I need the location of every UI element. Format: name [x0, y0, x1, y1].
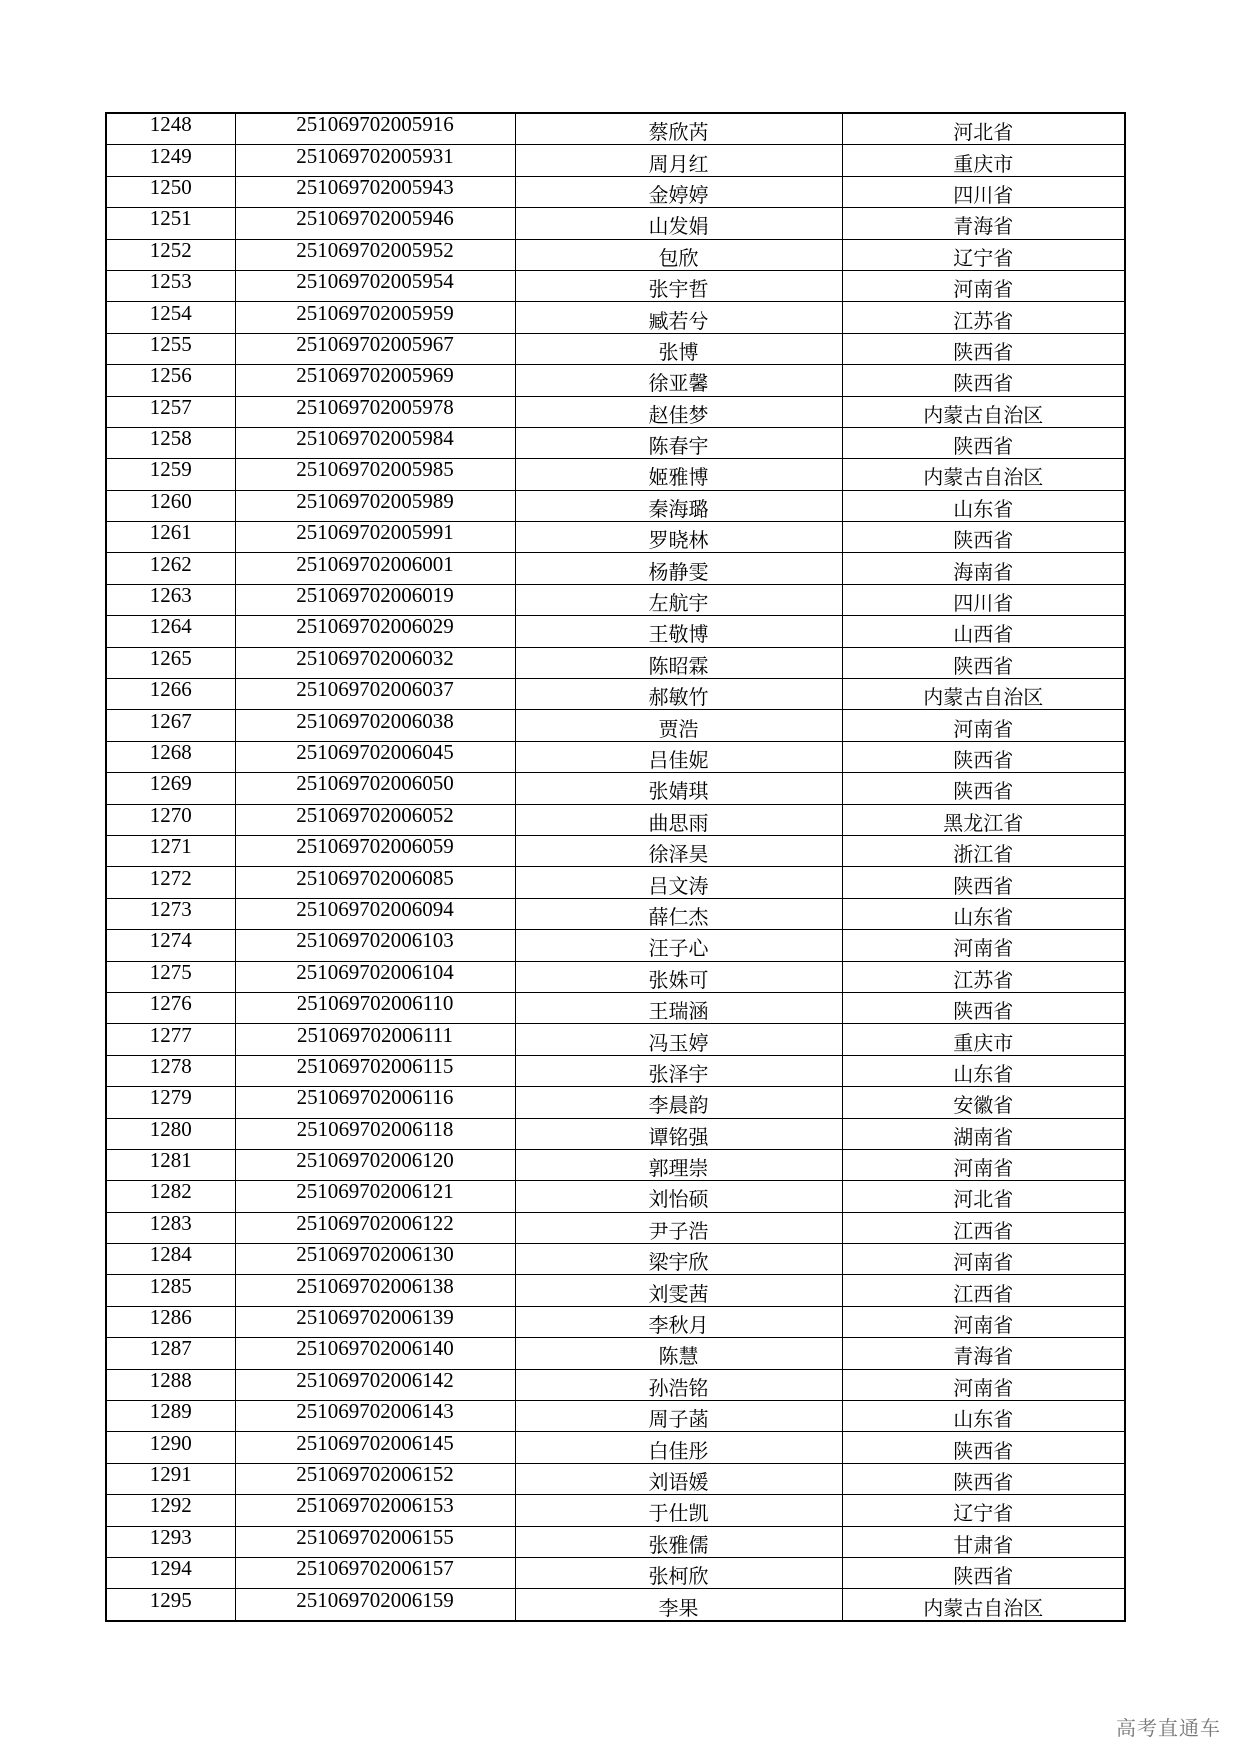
exam-id-cell: 251069702006111 [235, 1024, 515, 1055]
province-cell: 内蒙古自治区 [842, 1589, 1125, 1621]
province-cell: 江西省 [842, 1212, 1125, 1243]
row-index-cell: 1280 [106, 1118, 235, 1149]
student-name-cell: 白佳彤 [515, 1432, 842, 1463]
table-row [106, 490, 1125, 521]
watermark: 高考直通车 [1116, 1716, 1221, 1740]
exam-id-cell: 251069702006142 [235, 1369, 515, 1400]
exam-id-cell: 251069702005954 [235, 270, 515, 301]
province-cell: 海南省 [842, 553, 1125, 584]
province-cell: 河南省 [842, 270, 1125, 301]
student-name-cell: 梁宇欣 [515, 1244, 842, 1275]
table-row [106, 616, 1125, 647]
table-row [106, 302, 1125, 333]
row-index-cell: 1264 [106, 616, 235, 647]
exam-id-cell: 251069702005991 [235, 522, 515, 553]
row-index-cell: 1251 [106, 208, 235, 239]
student-name-cell: 李果 [515, 1589, 842, 1621]
exam-id-cell: 251069702006115 [235, 1055, 515, 1086]
table-row [106, 1432, 1125, 1463]
row-index-cell: 1262 [106, 553, 235, 584]
table-row [106, 1338, 1125, 1369]
table-row [106, 647, 1125, 678]
student-name-cell: 金婷婷 [515, 176, 842, 207]
table-row [106, 1463, 1125, 1494]
student-name-cell: 张宇哲 [515, 270, 842, 301]
student-name-cell: 山发娟 [515, 208, 842, 239]
table-row [106, 1244, 1125, 1275]
province-cell: 江西省 [842, 1275, 1125, 1306]
student-name-cell: 陈春宇 [515, 427, 842, 458]
province-cell: 陕西省 [842, 1432, 1125, 1463]
province-cell: 陕西省 [842, 427, 1125, 458]
student-name-cell: 贾浩 [515, 710, 842, 741]
row-index-cell: 1255 [106, 333, 235, 364]
exam-id-cell: 251069702006153 [235, 1495, 515, 1526]
province-cell: 黑龙江省 [842, 804, 1125, 835]
row-index-cell: 1256 [106, 365, 235, 396]
province-cell: 青海省 [842, 208, 1125, 239]
exam-id-cell: 251069702005952 [235, 239, 515, 270]
row-index-cell: 1250 [106, 176, 235, 207]
table-row [106, 584, 1125, 615]
row-index-cell: 1288 [106, 1369, 235, 1400]
exam-id-cell: 251069702005967 [235, 333, 515, 364]
table-row [106, 773, 1125, 804]
row-index-cell: 1291 [106, 1463, 235, 1494]
province-cell: 湖南省 [842, 1118, 1125, 1149]
exam-id-cell: 251069702006038 [235, 710, 515, 741]
row-index-cell: 1252 [106, 239, 235, 270]
student-name-cell: 张婧琪 [515, 773, 842, 804]
student-name-cell: 汪子心 [515, 930, 842, 961]
row-index-cell: 1271 [106, 835, 235, 866]
exam-id-cell: 251069702006155 [235, 1526, 515, 1557]
province-cell: 内蒙古自治区 [842, 679, 1125, 710]
table-row [106, 427, 1125, 458]
exam-id-cell: 251069702005969 [235, 365, 515, 396]
exam-id-cell: 251069702005984 [235, 427, 515, 458]
exam-id-cell: 251069702006116 [235, 1087, 515, 1118]
row-index-cell: 1248 [106, 113, 235, 145]
row-index-cell: 1279 [106, 1087, 235, 1118]
province-cell: 河南省 [842, 1149, 1125, 1180]
table-row [106, 1087, 1125, 1118]
province-cell: 甘肃省 [842, 1526, 1125, 1557]
province-cell: 江苏省 [842, 961, 1125, 992]
row-index-cell: 1285 [106, 1275, 235, 1306]
row-index-cell: 1278 [106, 1055, 235, 1086]
row-index-cell: 1254 [106, 302, 235, 333]
exam-id-cell: 251069702006032 [235, 647, 515, 678]
row-index-cell: 1270 [106, 804, 235, 835]
province-cell: 河南省 [842, 710, 1125, 741]
exam-id-cell: 251069702006140 [235, 1338, 515, 1369]
exam-id-cell: 251069702006001 [235, 553, 515, 584]
table-row [106, 1149, 1125, 1180]
table-row [106, 1055, 1125, 1086]
exam-id-cell: 251069702006052 [235, 804, 515, 835]
table-row [106, 1181, 1125, 1212]
exam-id-cell: 251069702006037 [235, 679, 515, 710]
table-row [106, 1212, 1125, 1243]
row-index-cell: 1263 [106, 584, 235, 615]
student-name-cell: 赵佳梦 [515, 396, 842, 427]
row-index-cell: 1274 [106, 930, 235, 961]
student-name-cell: 陈慧 [515, 1338, 842, 1369]
row-index-cell: 1275 [106, 961, 235, 992]
row-index-cell: 1277 [106, 1024, 235, 1055]
row-index-cell: 1266 [106, 679, 235, 710]
exam-id-cell: 251069702005985 [235, 459, 515, 490]
table-row [106, 930, 1125, 961]
roster-table [105, 112, 1126, 1622]
exam-id-cell: 251069702006121 [235, 1181, 515, 1212]
student-name-cell: 陈昭霖 [515, 647, 842, 678]
table-row [106, 239, 1125, 270]
table-row [106, 1526, 1125, 1557]
row-index-cell: 1268 [106, 741, 235, 772]
table-row [106, 396, 1125, 427]
student-name-cell: 刘语媛 [515, 1463, 842, 1494]
table-row [106, 459, 1125, 490]
student-name-cell: 左航宇 [515, 584, 842, 615]
province-cell: 内蒙古自治区 [842, 396, 1125, 427]
exam-id-cell: 251069702005943 [235, 176, 515, 207]
row-index-cell: 1276 [106, 992, 235, 1023]
province-cell: 陕西省 [842, 522, 1125, 553]
province-cell: 河南省 [842, 1369, 1125, 1400]
row-index-cell: 1257 [106, 396, 235, 427]
student-name-cell: 张泽宇 [515, 1055, 842, 1086]
exam-id-cell: 251069702006139 [235, 1306, 515, 1337]
row-index-cell: 1281 [106, 1149, 235, 1180]
province-cell: 河南省 [842, 930, 1125, 961]
province-cell: 江苏省 [842, 302, 1125, 333]
exam-id-cell: 251069702005989 [235, 490, 515, 521]
exam-id-cell: 251069702006094 [235, 898, 515, 929]
row-index-cell: 1272 [106, 867, 235, 898]
province-cell: 山东省 [842, 1055, 1125, 1086]
student-name-cell: 张博 [515, 333, 842, 364]
row-index-cell: 1249 [106, 145, 235, 176]
student-name-cell: 吕文涛 [515, 867, 842, 898]
student-name-cell: 杨静雯 [515, 553, 842, 584]
province-cell: 河北省 [842, 113, 1125, 145]
student-name-cell: 徐亚馨 [515, 365, 842, 396]
row-index-cell: 1258 [106, 427, 235, 458]
row-index-cell: 1284 [106, 1244, 235, 1275]
exam-id-cell: 251069702005959 [235, 302, 515, 333]
province-cell: 青海省 [842, 1338, 1125, 1369]
province-cell: 内蒙古自治区 [842, 459, 1125, 490]
table-row [106, 867, 1125, 898]
province-cell: 陕西省 [842, 365, 1125, 396]
province-cell: 河北省 [842, 1181, 1125, 1212]
exam-id-cell: 251069702006122 [235, 1212, 515, 1243]
table-row [106, 176, 1125, 207]
student-name-cell: 蔡欣芮 [515, 113, 842, 145]
table-row [106, 1557, 1125, 1588]
exam-id-cell: 251069702006104 [235, 961, 515, 992]
row-index-cell: 1293 [106, 1526, 235, 1557]
table-row [106, 145, 1125, 176]
province-cell: 四川省 [842, 176, 1125, 207]
table-row [106, 208, 1125, 239]
student-name-cell: 臧若兮 [515, 302, 842, 333]
row-index-cell: 1261 [106, 522, 235, 553]
exam-id-cell: 251069702006120 [235, 1149, 515, 1180]
exam-id-cell: 251069702006085 [235, 867, 515, 898]
student-name-cell: 刘雯茜 [515, 1275, 842, 1306]
student-name-cell: 包欣 [515, 239, 842, 270]
province-cell: 陕西省 [842, 1557, 1125, 1588]
table-row [106, 1495, 1125, 1526]
table-row [106, 741, 1125, 772]
student-name-cell: 吕佳妮 [515, 741, 842, 772]
table-row [106, 1306, 1125, 1337]
student-name-cell: 冯玉婷 [515, 1024, 842, 1055]
table-row [106, 1275, 1125, 1306]
province-cell: 山东省 [842, 898, 1125, 929]
table-row [106, 553, 1125, 584]
student-name-cell: 郭理崇 [515, 1149, 842, 1180]
table-row [106, 1589, 1125, 1621]
student-name-cell: 王敬博 [515, 616, 842, 647]
table-row [106, 898, 1125, 929]
table-row [106, 365, 1125, 396]
student-name-cell: 刘怡硕 [515, 1181, 842, 1212]
student-name-cell: 曲思雨 [515, 804, 842, 835]
province-cell: 山西省 [842, 616, 1125, 647]
student-name-cell: 姬雅博 [515, 459, 842, 490]
exam-id-cell: 251069702006159 [235, 1589, 515, 1621]
row-index-cell: 1289 [106, 1401, 235, 1432]
exam-id-cell: 251069702006138 [235, 1275, 515, 1306]
student-name-cell: 张姝可 [515, 961, 842, 992]
student-name-cell: 徐泽昊 [515, 835, 842, 866]
province-cell: 重庆市 [842, 145, 1125, 176]
province-cell: 辽宁省 [842, 239, 1125, 270]
province-cell: 陕西省 [842, 1463, 1125, 1494]
row-index-cell: 1273 [106, 898, 235, 929]
row-index-cell: 1290 [106, 1432, 235, 1463]
row-index-cell: 1282 [106, 1181, 235, 1212]
exam-id-cell: 251069702005916 [235, 113, 515, 145]
row-index-cell: 1253 [106, 270, 235, 301]
province-cell: 陕西省 [842, 992, 1125, 1023]
table-row [106, 270, 1125, 301]
student-name-cell: 张柯欣 [515, 1557, 842, 1588]
student-name-cell: 王瑞涵 [515, 992, 842, 1023]
student-name-cell: 尹子浩 [515, 1212, 842, 1243]
exam-id-cell: 251069702006110 [235, 992, 515, 1023]
exam-id-cell: 251069702006143 [235, 1401, 515, 1432]
row-index-cell: 1295 [106, 1589, 235, 1621]
table-row [106, 1024, 1125, 1055]
province-cell: 陕西省 [842, 773, 1125, 804]
student-name-cell: 罗晓林 [515, 522, 842, 553]
student-name-cell: 周子菡 [515, 1401, 842, 1432]
row-index-cell: 1292 [106, 1495, 235, 1526]
exam-id-cell: 251069702006118 [235, 1118, 515, 1149]
province-cell: 陕西省 [842, 333, 1125, 364]
exam-id-cell: 251069702005931 [235, 145, 515, 176]
exam-id-cell: 251069702006059 [235, 835, 515, 866]
student-name-cell: 秦海璐 [515, 490, 842, 521]
table-row [106, 835, 1125, 866]
row-index-cell: 1259 [106, 459, 235, 490]
exam-id-cell: 251069702006029 [235, 616, 515, 647]
exam-id-cell: 251069702006145 [235, 1432, 515, 1463]
row-index-cell: 1269 [106, 773, 235, 804]
student-name-cell: 李秋月 [515, 1306, 842, 1337]
table-row [106, 1401, 1125, 1432]
province-cell: 安徽省 [842, 1087, 1125, 1118]
province-cell: 四川省 [842, 584, 1125, 615]
table-row [106, 679, 1125, 710]
student-name-cell: 李晨韵 [515, 1087, 842, 1118]
row-index-cell: 1283 [106, 1212, 235, 1243]
table-row [106, 333, 1125, 364]
student-name-cell: 孙浩铭 [515, 1369, 842, 1400]
table-row [106, 961, 1125, 992]
row-index-cell: 1286 [106, 1306, 235, 1337]
row-index-cell: 1260 [106, 490, 235, 521]
student-name-cell: 谭铭强 [515, 1118, 842, 1149]
exam-id-cell: 251069702005978 [235, 396, 515, 427]
province-cell: 山东省 [842, 490, 1125, 521]
exam-id-cell: 251069702006019 [235, 584, 515, 615]
student-name-cell: 薛仁杰 [515, 898, 842, 929]
row-index-cell: 1294 [106, 1557, 235, 1588]
roster-body [106, 113, 1125, 1621]
exam-id-cell: 251069702006050 [235, 773, 515, 804]
table-row [106, 992, 1125, 1023]
province-cell: 河南省 [842, 1306, 1125, 1337]
province-cell: 河南省 [842, 1244, 1125, 1275]
province-cell: 陕西省 [842, 867, 1125, 898]
exam-id-cell: 251069702005946 [235, 208, 515, 239]
table-row [106, 1118, 1125, 1149]
row-index-cell: 1287 [106, 1338, 235, 1369]
table-row [106, 804, 1125, 835]
table-row [106, 710, 1125, 741]
province-cell: 陕西省 [842, 741, 1125, 772]
row-index-cell: 1267 [106, 710, 235, 741]
exam-id-cell: 251069702006045 [235, 741, 515, 772]
table-row [106, 1369, 1125, 1400]
exam-id-cell: 251069702006103 [235, 930, 515, 961]
student-name-cell: 于仕凯 [515, 1495, 842, 1526]
table-row [106, 522, 1125, 553]
exam-id-cell: 251069702006157 [235, 1557, 515, 1588]
row-index-cell: 1265 [106, 647, 235, 678]
exam-id-cell: 251069702006130 [235, 1244, 515, 1275]
province-cell: 重庆市 [842, 1024, 1125, 1055]
province-cell: 浙江省 [842, 835, 1125, 866]
student-name-cell: 周月红 [515, 145, 842, 176]
province-cell: 陕西省 [842, 647, 1125, 678]
province-cell: 辽宁省 [842, 1495, 1125, 1526]
exam-id-cell: 251069702006152 [235, 1463, 515, 1494]
province-cell: 山东省 [842, 1401, 1125, 1432]
student-name-cell: 张雅儒 [515, 1526, 842, 1557]
table-row [106, 113, 1125, 145]
student-name-cell: 郝敏竹 [515, 679, 842, 710]
